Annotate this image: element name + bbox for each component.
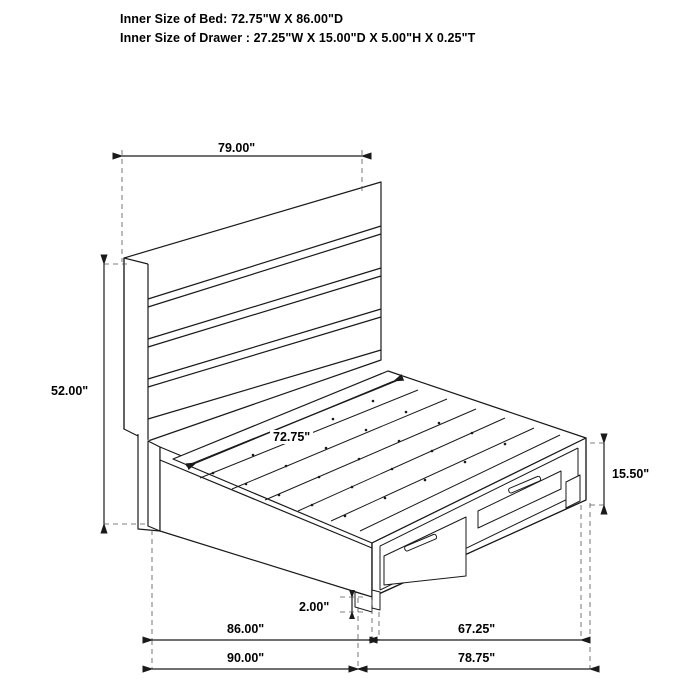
spec-line-bed: Inner Size of Bed: 72.75"W X 86.00"D <box>120 12 344 26</box>
dim-label-slat-span: 72.75" <box>270 430 313 444</box>
dim-label-headboard-width: 79.00" <box>215 141 258 155</box>
dim-label-overall-width: 78.75" <box>455 651 498 665</box>
dim-label-overall-length: 90.00" <box>224 651 267 665</box>
dim-label-clearance: 2.00" <box>296 600 332 614</box>
dim-label-footboard-height: 15.50" <box>609 467 652 481</box>
dim-label-headboard-height: 52.00" <box>48 384 91 398</box>
dim-label-footboard-width-inner: 67.25" <box>455 622 498 636</box>
dim-label-side-rail-inner: 86.00" <box>224 622 267 636</box>
spec-line-drawer: Inner Size of Drawer : 27.25"W X 15.00"D X 5.00"H X 0.25"T <box>120 31 476 45</box>
